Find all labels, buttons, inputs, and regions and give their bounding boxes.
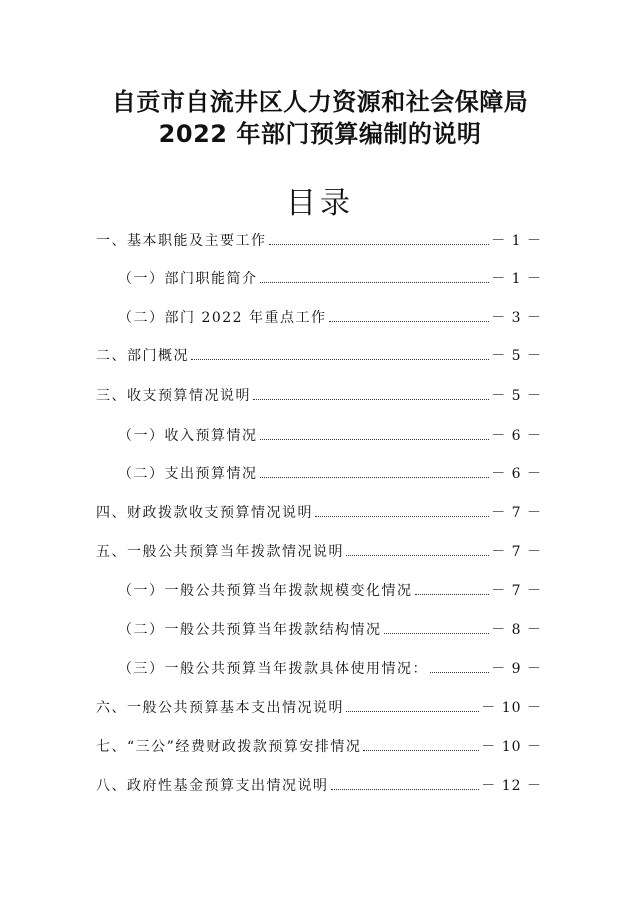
toc-page-number: － 1 － [491,271,542,287]
toc-page-number: － 3 － [491,310,542,326]
toc-entry-text: （一）收入预算情况 [118,428,258,444]
toc-entry-text: 六、一般公共预算基本支出情况说明 [96,700,344,716]
toc-entry-7[interactable] [96,734,542,756]
toc-page-number: － 7 － [491,583,542,599]
toc-entry-5-3[interactable] [96,656,542,678]
toc-entry-text: 二、部门概况 [96,348,189,364]
toc-entry-text: 八、政府性基金预算支出情况说明 [96,778,329,794]
toc-page-number: － 12 － [481,778,542,794]
toc-entry-5-2[interactable] [96,617,542,639]
dot-leader [315,515,489,517]
toc-entry-5-1[interactable] [96,578,542,600]
toc-entry-2[interactable] [96,343,542,365]
toc-entry-text: （一）部门职能简介 [118,271,258,287]
toc-entry-text: （二）支出预算情况 [118,466,258,482]
dot-leader [331,788,480,790]
dot-leader [191,358,489,360]
toc-page-number: － 5 － [491,348,542,364]
toc-entry-text: （二）一般公共预算当年拨款结构情况 [118,622,382,638]
toc-page-number: － 10 － [481,739,542,755]
toc-entry-8[interactable] [96,773,542,795]
toc-entry-text: 三、收支预算情况说明 [96,388,251,404]
toc-page-number: － 10 － [481,700,542,716]
toc-entry-text: （三）一般公共预算当年拨款具体使用情况： [118,661,428,677]
toc-entry-3-2[interactable] [96,461,542,483]
dot-leader [346,710,479,712]
toc-page-number: － 8 － [491,622,542,638]
toc-entry-text: （二）部门 2022 年重点工作 [118,310,327,326]
dot-leader [260,438,490,440]
dot-leader [329,320,490,322]
dot-leader [346,554,489,556]
toc-entry-4[interactable] [96,500,542,522]
toc-entry-1[interactable] [96,228,542,250]
toc-entry-6[interactable] [96,695,542,717]
toc-entry-3-1[interactable] [96,423,542,445]
toc-page-number: － 7 － [491,544,542,560]
toc-entry-1-1[interactable] [96,266,542,288]
dot-leader [269,243,490,245]
dot-leader [430,671,489,673]
document-title-line1: 自贡市自流井区人力资源和社会保障局 [111,88,529,116]
document-title-line2: 2022 年部门预算编制的说明 [158,120,482,148]
toc-entry-text: 一、基本职能及主要工作 [96,233,267,249]
toc-page-number: － 9 － [491,661,542,677]
dot-leader [363,749,479,751]
dot-leader [415,593,490,595]
toc-page-number: － 1 － [491,233,542,249]
toc-page-number: － 6 － [491,428,542,444]
dot-leader [260,281,490,283]
toc-page-number: － 7 － [491,505,542,521]
toc-entry-5[interactable] [96,539,542,561]
dot-leader [253,398,489,400]
dot-leader [260,476,490,478]
toc-entry-text: 四、财政拨款收支预算情况说明 [96,505,313,521]
toc-page-number: － 5 － [491,388,542,404]
toc-entry-1-2[interactable] [96,305,542,327]
toc-page-number: － 6 － [491,466,542,482]
toc-entry-text: 七、“三公”经费财政拨款预算安排情况 [96,739,362,755]
toc-entry-text: （一）一般公共预算当年拨款规模变化情况 [118,583,413,599]
toc-entry-text: 五、一般公共预算当年拨款情况说明 [96,544,344,560]
dot-leader [384,632,490,634]
toc-heading: 目录 [286,186,354,221]
toc-entry-3[interactable] [96,383,542,405]
